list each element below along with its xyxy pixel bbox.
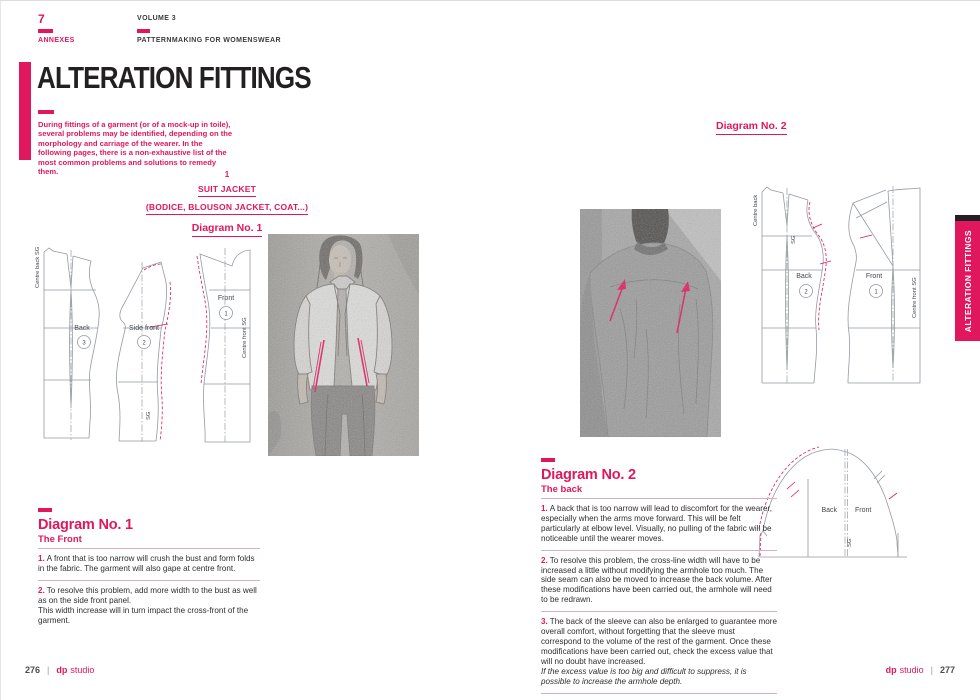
section-heading bbox=[112, 170, 342, 237]
pattern-diagram-1 bbox=[28, 238, 266, 453]
right-page-footer bbox=[886, 665, 955, 675]
book-title: PATTERNMAKING FOR WOMENSWEAR bbox=[137, 37, 281, 44]
diagram1-front-label: Front bbox=[217, 295, 235, 302]
back-item-2 bbox=[541, 551, 777, 613]
footer-separator-left: | bbox=[47, 665, 50, 675]
back-item-2-text: To resolve this problem, the cross-line width will have to be increased a little without modifying the armhole too much. The side seam can also be moved to increase the back volume. After these modifications have been carried out, the armhole will need to be redrawn. bbox=[541, 555, 773, 605]
back-section-heading: Diagram No. 2 bbox=[541, 467, 636, 483]
diagram1-sidefront-number: 2 bbox=[142, 340, 146, 347]
diagram2-back-label: Back bbox=[796, 273, 812, 280]
pattern-diagram-2 bbox=[750, 178, 930, 393]
back-item-1-text: A back that is too narrow will lead to discomfort for the wearer, especially when the arms move forward. This will be felt particularly at elbow level. Visually, no pulling of the fabric will be noticeable until the wearer moves. bbox=[541, 504, 772, 543]
sleeve-back-label: Back bbox=[821, 507, 837, 514]
front-item-1 bbox=[38, 549, 260, 581]
diagram1-back-number: 3 bbox=[82, 340, 86, 347]
intro-paragraph: During fittings of a garment (or of a mock-up in toile), several problems may be identified, depending on the morphology and carriage of the wearer. In the following pages, there is a non-exhaustive list of the most common problems and solutions to remedy them. bbox=[38, 120, 233, 177]
back-item-1 bbox=[541, 499, 777, 551]
diagram1-label: Diagram No. 1 bbox=[192, 222, 263, 237]
chapter-dash bbox=[38, 29, 53, 33]
left-page-footer bbox=[25, 665, 94, 675]
diagram1-centre-back-label: Centre back SG bbox=[35, 246, 41, 288]
title-accent-bar bbox=[19, 62, 31, 160]
front-item-1-text: A front that is too narrow will crush the bust and form folds in the fabric. The garment will also gape at centre front. bbox=[38, 554, 255, 573]
diagram2-front-label: Front bbox=[865, 273, 883, 280]
page-title: ALTERATION FITTINGS bbox=[37, 60, 311, 95]
diagram1-front-number: 1 bbox=[224, 311, 228, 318]
back-section bbox=[541, 458, 777, 694]
diagram2-centre-front-label: Centre front SG bbox=[912, 277, 918, 318]
brand-dp-right: dp bbox=[885, 665, 897, 675]
back-item-1-number: 1. bbox=[541, 504, 548, 513]
brand-studio-right: studio bbox=[899, 665, 924, 675]
diagram1-sg-label: SG bbox=[146, 411, 152, 420]
diagram1-back-label: Back bbox=[74, 325, 90, 332]
front-item-2-number: 2. bbox=[38, 585, 45, 595]
footer-separator-right: | bbox=[930, 665, 933, 675]
section-subtitle: (BODICE, BLOUSON JACKET, COAT...) bbox=[146, 202, 308, 215]
back-item-3-text: The back of the sleeve can also be enlarged to guarantee more overall comfort, without forgetting that the sleeve must correspond to the volume of the rest of the garment. Once these modifications have been carried out, check the excess value that will no doubt have increased. bbox=[541, 617, 777, 666]
chapter-number: 7 bbox=[38, 12, 45, 26]
chapter-label: ANNEXES bbox=[38, 37, 75, 44]
diagram2-sg-label: SG bbox=[791, 235, 797, 244]
front-section bbox=[38, 508, 260, 631]
front-item-1-number: 1. bbox=[38, 554, 45, 563]
jacket-sketch-image bbox=[268, 234, 419, 456]
left-page-number: 276 bbox=[25, 665, 41, 675]
section-title: SUIT JACKET bbox=[198, 184, 256, 197]
side-tab-body bbox=[955, 221, 980, 341]
brand-dp-left: dp bbox=[56, 665, 68, 675]
title-dash bbox=[38, 110, 54, 114]
diagram1-centre-front-label: Centre front SG bbox=[242, 317, 248, 358]
front-item-2 bbox=[38, 581, 260, 632]
volume-label: VOLUME 3 bbox=[137, 15, 176, 22]
back-fitting-photo bbox=[580, 209, 721, 437]
diagram2-label: Diagram No. 2 bbox=[716, 120, 787, 135]
back-item-3-number: 3. bbox=[541, 617, 548, 627]
brand-studio-left: studio bbox=[70, 665, 95, 675]
back-item-2-number: 2. bbox=[541, 555, 548, 565]
side-tab-label: ALTERATION FITTINGS bbox=[962, 229, 973, 333]
front-section-heading: Diagram No. 1 bbox=[38, 517, 133, 533]
front-section-dash bbox=[38, 508, 52, 512]
sleeve-diagram bbox=[757, 437, 909, 579]
volume-dash bbox=[137, 29, 150, 33]
back-section-subheading: The back bbox=[541, 484, 777, 499]
back-section-dash bbox=[541, 458, 555, 462]
front-item-2-text: To resolve this problem, add more width to the bust as well as on the side front panel. bbox=[38, 585, 257, 605]
diagram2-back-number: 2 bbox=[804, 289, 808, 296]
back-item-3-note: If the excess value is too big and difficult to suppress, it is possible to increase the armhole depth. bbox=[541, 666, 747, 686]
front-item-2-extra: This width increase will in turn impact the cross-front of the garment. bbox=[38, 605, 249, 625]
sleeve-front-label: Front bbox=[855, 507, 872, 514]
front-section-subheading: The Front bbox=[38, 534, 260, 549]
section-number: 1 bbox=[224, 170, 230, 179]
back-item-3 bbox=[541, 612, 777, 693]
sleeve-sg-label: SG bbox=[847, 538, 853, 547]
diagram2-front-number: 1 bbox=[874, 289, 878, 296]
right-page-number: 277 bbox=[939, 665, 955, 675]
diagram1-sidefront-label: Side front bbox=[129, 325, 159, 332]
chapter-side-tab bbox=[955, 215, 980, 341]
diagram2-centre-back-label: Centre back bbox=[753, 194, 759, 226]
